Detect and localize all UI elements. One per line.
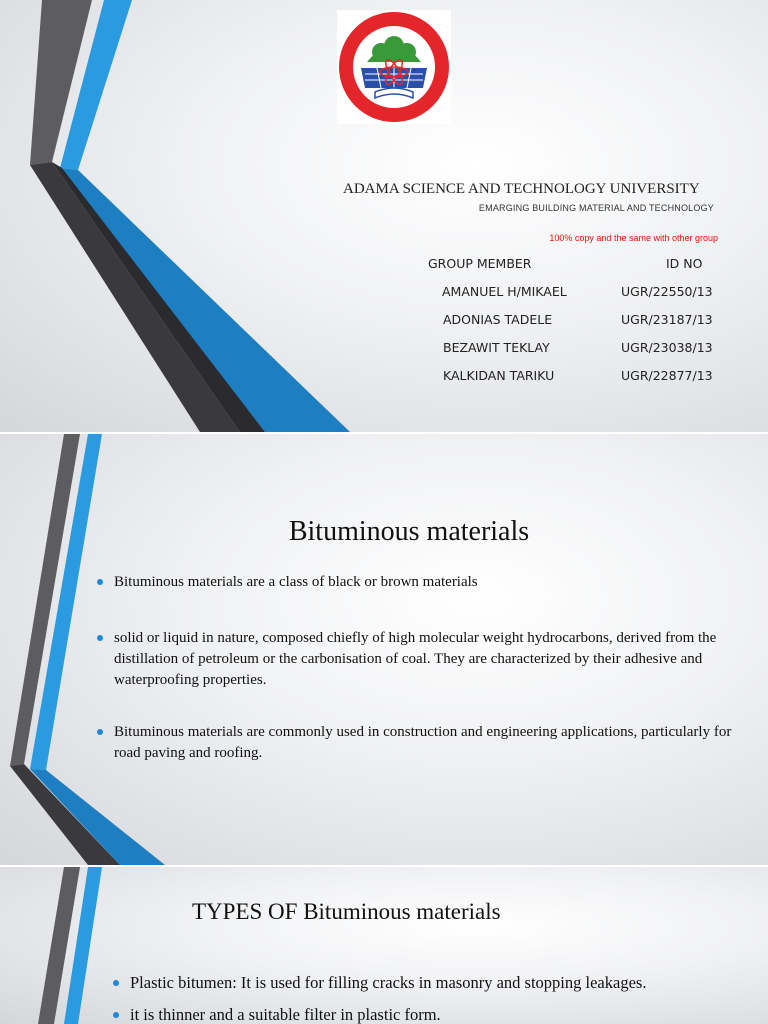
member-name: BEZAWIT TEKLAY <box>443 340 550 355</box>
members-header <box>420 256 730 284</box>
member-name: ADONIAS TADELE <box>443 312 553 327</box>
university-name: ADAMA SCIENCE AND TECHNOLOGY UNIVERSITY <box>343 181 700 197</box>
member-id: UGR/22550/13 <box>621 284 713 299</box>
bullet-item: Bituminous materials are a class of black or brown materials <box>96 572 746 593</box>
slide-title: TYPES OF Bituminous materials <box>192 899 501 924</box>
member-id: UGR/23038/13 <box>621 340 713 355</box>
university-seal-icon <box>337 10 451 124</box>
member-row <box>420 284 730 312</box>
slide-title: Bituminous materials <box>288 516 530 547</box>
member-name: KALKIDAN TARIKU <box>443 368 555 383</box>
bullet-item: Plastic bitumen: It is used for filling cracks in masonry and stopping leakages. <box>112 971 762 995</box>
member-row <box>420 368 730 396</box>
member-name: AMANUEL H/MIKAEL <box>442 284 567 299</box>
bullet-item: solid or liquid in nature, composed chiefly of high molecular weight hydrocarbons, derived from the distillation of petroleum or the carbonisation of coal. They are characterized by their adhesive and waterproofing properties. <box>96 628 746 691</box>
bullet-item: Bituminous materials are commonly used in construction and engineering applications, particularly for road paving and roofing. <box>96 722 746 764</box>
bullet-list <box>96 572 746 764</box>
member-row <box>420 312 730 340</box>
course-title: EMARGING BUILDING MATERIAL AND TECHNOLOGY <box>478 203 714 213</box>
bituminous-materials-slide <box>0 434 768 865</box>
copy-note: 100% copy and the same with other group <box>549 233 718 243</box>
member-row <box>420 340 730 368</box>
title-slide <box>0 0 768 432</box>
header-id-no: ID NO <box>666 256 703 271</box>
bullet-item: it is thinner and a suitable filter in plastic form. <box>112 1003 762 1024</box>
member-id: UGR/22877/13 <box>621 368 713 383</box>
header-group-member: GROUP MEMBER <box>428 256 532 271</box>
member-id: UGR/23187/13 <box>621 312 713 327</box>
bullet-list <box>112 971 762 1024</box>
types-slide <box>0 867 768 1024</box>
group-members-table <box>420 256 730 396</box>
